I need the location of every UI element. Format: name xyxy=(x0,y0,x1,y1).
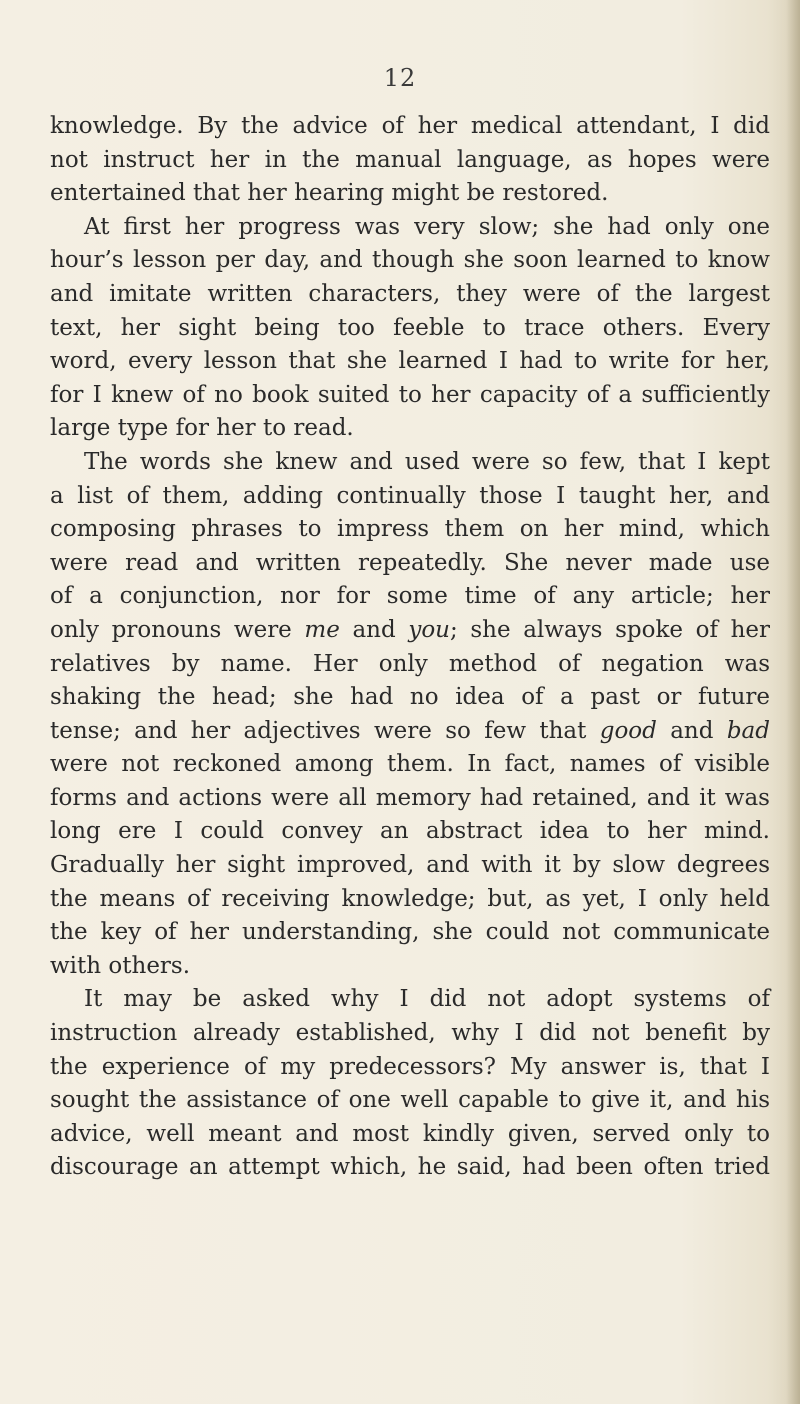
text-line: entertained that her hearing might be restored. xyxy=(50,180,609,207)
text-line: hour’s lesson per day, and though she soon learned to know xyxy=(50,247,770,274)
text-line: word, every lesson that she learned I had to write for her, xyxy=(50,348,770,375)
text-line: the experience of my predecessors? My answer is, that I xyxy=(50,1053,770,1080)
text-line: forms and actions were all memory had retained, and it was xyxy=(50,784,770,811)
text-line: not instruct her in the manual language, as hopes were xyxy=(50,146,770,173)
page-edge-shadow xyxy=(786,0,800,1404)
text-line: relatives by name. Her only method of negation was xyxy=(50,650,770,677)
text-line: It may be asked why I did not adopt systems of xyxy=(84,986,770,1013)
text-line: with others. xyxy=(50,952,191,979)
text-line: the means of receiving knowledge; but, as yet, I only held xyxy=(50,885,770,912)
text-line: only pronouns were me and you; she always spoke of her xyxy=(50,616,770,643)
text-line: discourage an attempt which, he said, had been often tried xyxy=(50,1154,770,1181)
text-line: tense; and her adjectives were so few that good and bad xyxy=(50,717,770,744)
text-line: of a conjunction, nor for some time of any article; her xyxy=(50,583,770,610)
text-line: were read and written repeatedly. She never made use xyxy=(50,549,770,576)
text-line: At first her progress was very slow; she had only one xyxy=(84,213,770,240)
text-line: sought the assistance of one well capable to give it, and his xyxy=(50,1087,770,1114)
text-line: instruction already established, why I did not benefit by xyxy=(50,1020,770,1047)
text-line: knowledge. By the advice of her medical attendant, I did xyxy=(50,113,770,139)
text-line: long ere I could convey an abstract idea to her mind. xyxy=(50,818,770,845)
text-line: Gradually her sight improved, and with it by slow degrees xyxy=(50,852,770,879)
text-line: The words she knew and used were so few, that I kept xyxy=(84,448,770,475)
text-line: were not reckoned among them. In fact, names of visible xyxy=(50,751,770,778)
body-text xyxy=(50,110,770,1185)
text-line: composing phrases to impress them on her mind, which xyxy=(50,516,770,543)
text-line: and imitate written characters, they were of the largest xyxy=(50,280,770,307)
text-line: for I knew of no book suited to her capacity of a sufficiently xyxy=(50,381,770,408)
text-line: large type for her to read. xyxy=(50,415,354,442)
text-line: advice, well meant and most kindly given, served only to xyxy=(50,1120,770,1147)
text-line: shaking the head; she had no idea of a past or future xyxy=(50,684,770,711)
text-line: text, her sight being too feeble to trace others. Every xyxy=(50,314,770,341)
page-number: 12 xyxy=(383,64,417,92)
text-line: the key of her understanding, she could not communicate xyxy=(50,919,770,946)
text-line: a list of them, adding continually those I taught her, and xyxy=(50,482,770,509)
